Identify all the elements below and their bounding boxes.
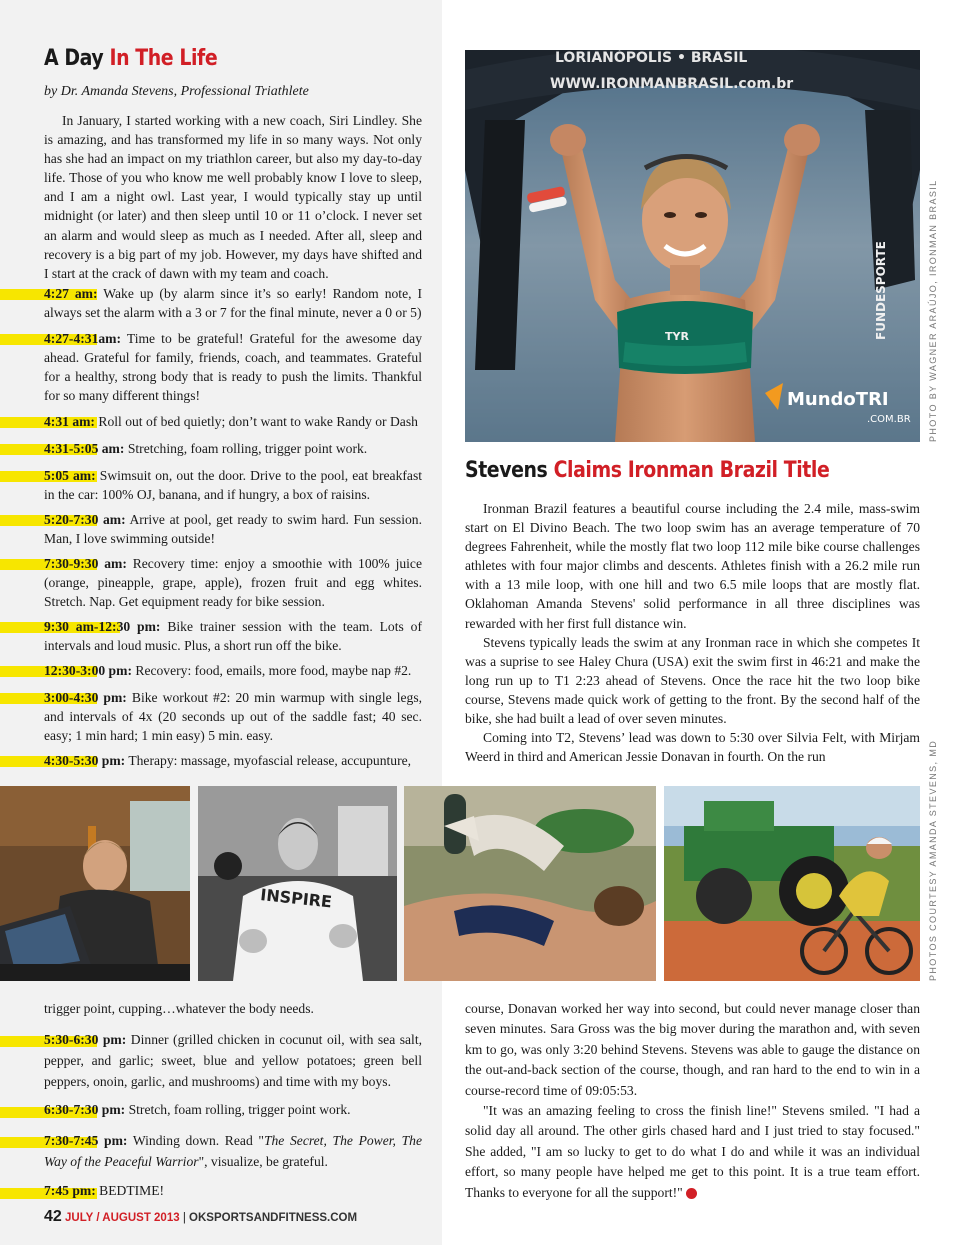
mundotri-domain: .COM.BR (867, 414, 911, 425)
treadmill-photo (198, 786, 397, 981)
entry-time: 5:30-6:30 pm: (44, 1032, 127, 1047)
schedule-entry (44, 1181, 422, 1200)
tape-text-top: LORIANÓPOLIS • BRASIL (555, 50, 748, 66)
strip-photo-credit: PHOTOS COURTESY AMANDA STEVENS, MD (928, 739, 938, 981)
paragraph: Stevens typically leads the swim at any Ironman race in which she competes It was a suprise to see Haley Chura (USA) exit the swim first in 46:21 and make the long run up to T1 2:23 ahead of Stevens. Once the race hit the two loop bike course, Stevens made quick work of getting to the front. By the second half of the bike, she had built a lead of over seven minutes. (465, 634, 920, 727)
paragraph: Ironman Brazil features a beautiful course including the 2.4 mile, mass-swim start on El Divino Beach. The two loop swim has an average temperature of 70 degrees Fahrenheit, while the mostly flat two loop 112 mile bike course challenges athletes with four major climbs and descents. Athletes finish with a 26.2 mile run with a 13 mile loop, with one hill and two 6.5 mile loops that are mostly flat. Oklahoman Amanda Stevens' solid performance in all three disciplines was rewarded with her first full distance win. (465, 501, 920, 631)
entry-text: Recovery: food, emails, more food, maybe nap #2. (135, 663, 412, 678)
entry-text: BEDTIME! (99, 1183, 165, 1198)
entry-text: Bike trainer session with the team. Lots of intervals and loud music. Plus, a short run off the bike. (44, 619, 422, 654)
end-mark-icon (686, 1188, 697, 1199)
schedule-entry (44, 751, 422, 770)
entry-time: 4:27 am: (44, 286, 98, 301)
article-title-day-in-life (44, 46, 217, 71)
entry-time: 4:27-4:31am: (44, 331, 122, 346)
schedule-entry (44, 412, 422, 431)
title-part-black: A Day (44, 46, 104, 71)
paragraph-text: "It was an amazing feeling to cross the finish line!" Stevens smiled. "I had a solid day all around. The other girls chased hard and I just tried to stay focused." She added, "I am so lucky to get to do what I do and while it was an individual effort, so many people have helped me get to this point. It is a true team effort. Thanks to everyone for all the support!" (465, 1103, 920, 1200)
schedule-entry (44, 688, 422, 745)
title-part-black: Stevens (465, 458, 548, 483)
page-number: 42 (44, 1208, 62, 1225)
schedule-entry (44, 329, 422, 405)
entry-time: 4:31 am: (44, 414, 95, 429)
fundesporte-text: FUNDESPORTE (874, 241, 888, 340)
entry-time: 7:45 pm: (44, 1183, 96, 1198)
mundotri-logo: MundoTRI (787, 389, 889, 410)
website-url: OKSPORTSANDFITNESS.COM (189, 1212, 358, 1224)
paragraph: Coming into T2, Stevens’ lead was down to 5:30 over Silvia Felt, with Mirjam Weerd in third and American Jessie Donavan in fourth. On the run (465, 730, 920, 765)
issue-date: JULY / AUGUST 2013 (65, 1212, 180, 1224)
schedule-entry (44, 510, 422, 548)
dog-recovery-photo (404, 786, 656, 981)
entry-time: 7:30-9:30 am: (44, 556, 127, 571)
schedule-entry (44, 1130, 422, 1172)
main-photo-credit: PHOTO BY WAGNER ARAÚJO, IRONMAN BRASIL (928, 179, 938, 442)
ironman-finish-photo (465, 50, 920, 442)
entry-text: Time to be grateful! Grateful for the awesome day ahead. Grateful for family, friends, coach, and teammates. Grateful for a healthy, strong body that is ready to push the limits. Thankful for so many different things! (44, 331, 422, 404)
entry-text: Roll out of bed quietly; don’t want to wake Randy or Dash (98, 414, 418, 429)
entry-text: Recovery time: enjoy a smoothie with 100% juice (orange, pineapple, grape, apple), frozen fruit and egg whites. Stretch. Nap. Get equipment ready for bike session. (44, 556, 422, 610)
title-part-red: Claims Ironman Brazil Title (553, 458, 830, 483)
entry-text: Bike workout #2: 20 min warmup with single legs, and intervals of 4x (20 seconds up out of the saddle fast; 40 sec. easy; 1 min hard; 1 min easy) 5 min. easy. (44, 690, 423, 744)
schedule-entry (44, 466, 422, 504)
entry-time: 5:05 am: (44, 468, 96, 483)
paragraph-with-end-mark (465, 1101, 920, 1203)
tape-url: WWW.IRONMANBRASIL.com.br (550, 76, 794, 92)
article-body-bottom (465, 999, 920, 1203)
continuation-text: trigger point, cupping…whatever the body needs. (44, 1001, 314, 1016)
laptop-photo (0, 786, 190, 981)
schedule-entry (44, 554, 422, 611)
entry-text: Therapy: massage, myofascial release, accupunture, (128, 753, 412, 768)
paragraph: course, Donavan worked her way into second, but could never manage closer than seven minutes. Sara Gross was the big mover during the marathon and, with seven km to go, was only 3:20 behind Stevens. Stevens was able to gauge the distance on the out-and-back section of the course, though, and ran hard to the end to win in a course-record time of 09:05:53. (465, 1001, 920, 1098)
book-titles: The Secret, The Power, The Way of the Peaceful Warrior (44, 1133, 423, 1169)
schedule-entry (44, 1100, 422, 1119)
schedule-entry (44, 617, 422, 655)
byline: by Dr. Amanda Stevens, Professional Triathlete (44, 84, 309, 99)
entry-time: 4:30-5:30 pm: (44, 753, 126, 768)
page-footer (44, 1208, 357, 1226)
article-title-ironman-brazil (465, 458, 829, 483)
entry-time: 7:30-7:45 pm: (44, 1133, 128, 1148)
entry-text: Wake up (by alarm since it’s so early! Random note, I always set the alarm with a 3 or 7 for the final minute, never a 0 or 5) (44, 286, 422, 321)
entry-time: 5:20-7:30 am: (44, 512, 126, 527)
tyr-logo-text: TYR (665, 330, 689, 343)
shirt-text: INSPIRE (259, 885, 333, 912)
entry-text: Stretching, foam rolling, trigger point work. (127, 441, 368, 456)
intro-text: In January, I started working with a new coach, Siri Lindley. She is amazing, and has transformed my life in so many ways. Not only has she had an impact on my triathlon career, but also my day-to-day life. Those of you who know me well probably know I love to sleep, and I am a night owl. Last year, I would typically stay up until midnight (or later) and then sleep until 10 or 11 o’clock. I never set an alarm and would sleep as much as I needed. After all, sleep and recovery is a big part of my job. However, my days have shifted and I start at the crack of dawn with my team and coach. (44, 113, 422, 281)
tractor-bike-photo (664, 786, 920, 981)
schedule-entry (44, 661, 422, 680)
entry-time: 3:00-4:30 pm: (44, 690, 127, 705)
entry-time: 6:30-7:30 pm: (44, 1102, 126, 1117)
entry-text: Stretch, foam rolling, trigger point work. (128, 1102, 351, 1117)
entry-time: 9:30 am-12:30 pm: (44, 619, 161, 634)
entry-text: ", visualize, be grateful. (198, 1154, 328, 1169)
schedule-entry (44, 1029, 422, 1092)
entry-text: Arrive at pool, get ready to swim hard. Fun session. Man, I love swimming outside! (44, 512, 422, 547)
footer-separator: | (182, 1212, 186, 1224)
title-part-red: In The Life (109, 46, 218, 71)
entry-text: Winding down. Read " (132, 1133, 264, 1148)
entry-time: 4:31-5:05 am: (44, 441, 125, 456)
entry-time: 12:30-3:00 pm: (44, 663, 132, 678)
schedule-entry (44, 284, 422, 322)
entry-text: Swimsuit on, out the door. Drive to the pool, eat breakfast in the car: 100% OJ, banana, and if hungry, a box of raisins. (44, 468, 423, 503)
entry-text: Dinner (grilled chicken in cocunut oil, with sea salt, pepper, and garlic; sweet, blue and yellow potatoes; green bell peppers, onoin, garlic, and mushrooms) and time with my boys. (44, 1032, 423, 1089)
intro-paragraph (44, 111, 422, 283)
article-body-top (465, 499, 920, 766)
schedule-entry (44, 439, 422, 458)
